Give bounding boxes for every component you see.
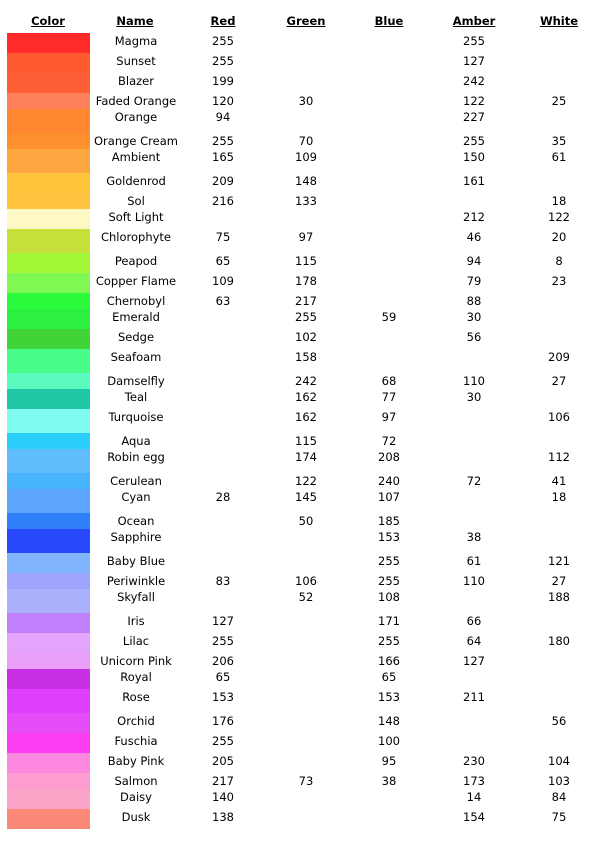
cell-blue: 68 bbox=[381, 374, 397, 388]
cell-white: 209 bbox=[548, 350, 570, 364]
cell-blue: 153 bbox=[378, 690, 400, 704]
cell-green: 133 bbox=[295, 194, 317, 208]
cell-name: Faded Orange bbox=[95, 94, 177, 108]
header-color[interactable]: Color bbox=[31, 14, 65, 28]
color-swatch bbox=[7, 449, 90, 473]
cell-red: 255 bbox=[212, 734, 234, 748]
header-red[interactable]: Red bbox=[210, 14, 236, 28]
cell-blue: 208 bbox=[378, 450, 400, 464]
cell-white: 8 bbox=[555, 254, 563, 268]
color-swatch bbox=[7, 529, 90, 553]
cell-red: 255 bbox=[212, 134, 234, 148]
cell-blue: 185 bbox=[378, 514, 400, 528]
cell-amber: 110 bbox=[463, 574, 485, 588]
cell-green: 178 bbox=[295, 274, 317, 288]
header-white[interactable]: White bbox=[539, 14, 579, 28]
cell-red: 255 bbox=[212, 54, 234, 68]
cell-amber: 255 bbox=[463, 134, 485, 148]
cell-blue: 59 bbox=[381, 310, 397, 324]
color-swatch bbox=[7, 513, 90, 529]
cell-name: Ambient bbox=[111, 150, 161, 164]
color-swatch bbox=[7, 329, 90, 349]
color-swatch bbox=[7, 389, 90, 409]
cell-blue: 38 bbox=[381, 774, 397, 788]
cell-white: 122 bbox=[548, 210, 570, 224]
cell-red: 65 bbox=[215, 254, 231, 268]
cell-white: 56 bbox=[551, 714, 567, 728]
cell-red: 216 bbox=[212, 194, 234, 208]
cell-green: 145 bbox=[295, 490, 317, 504]
cell-amber: 30 bbox=[466, 310, 482, 324]
cell-green: 52 bbox=[298, 590, 314, 604]
cell-red: 165 bbox=[212, 150, 234, 164]
color-swatch bbox=[7, 293, 90, 309]
cell-amber: 110 bbox=[463, 374, 485, 388]
cell-green: 109 bbox=[295, 150, 317, 164]
color-swatch bbox=[7, 433, 90, 449]
cell-name: Unicorn Pink bbox=[100, 654, 172, 668]
color-swatch bbox=[7, 553, 90, 573]
cell-red: 109 bbox=[212, 274, 234, 288]
cell-white: 23 bbox=[551, 274, 567, 288]
cell-name: Emerald bbox=[112, 310, 160, 324]
color-swatch bbox=[7, 109, 90, 133]
cell-name: Sapphire bbox=[110, 530, 162, 544]
cell-name: Soft Light bbox=[108, 210, 164, 224]
cell-name: Rose bbox=[122, 690, 150, 704]
cell-amber: 66 bbox=[466, 614, 482, 628]
cell-red: 255 bbox=[212, 34, 234, 48]
cell-amber: 242 bbox=[463, 74, 485, 88]
color-swatch bbox=[7, 473, 90, 489]
cell-red: 28 bbox=[215, 490, 231, 504]
cell-red: 255 bbox=[212, 634, 234, 648]
cell-green: 122 bbox=[295, 474, 317, 488]
cell-amber: 173 bbox=[463, 774, 485, 788]
cell-green: 97 bbox=[298, 230, 314, 244]
cell-white: 18 bbox=[551, 194, 567, 208]
cell-amber: 122 bbox=[463, 94, 485, 108]
cell-red: 65 bbox=[215, 670, 231, 684]
cell-red: 153 bbox=[212, 690, 234, 704]
cell-amber: 154 bbox=[463, 810, 485, 824]
color-swatch bbox=[7, 149, 90, 173]
cell-green: 115 bbox=[295, 434, 317, 448]
cell-red: 199 bbox=[212, 74, 234, 88]
cell-amber: 46 bbox=[466, 230, 482, 244]
cell-amber: 212 bbox=[463, 210, 485, 224]
cell-name: Cerulean bbox=[110, 474, 162, 488]
cell-name: Skyfall bbox=[117, 590, 155, 604]
cell-red: 94 bbox=[215, 110, 231, 124]
cell-amber: 38 bbox=[466, 530, 482, 544]
cell-blue: 171 bbox=[378, 614, 400, 628]
cell-name: Damselfly bbox=[107, 374, 165, 388]
cell-name: Sunset bbox=[116, 54, 156, 68]
color-swatch bbox=[7, 633, 90, 653]
cell-white: 20 bbox=[551, 230, 567, 244]
cell-name: Goldenrod bbox=[106, 174, 166, 188]
color-swatch bbox=[7, 73, 90, 93]
cell-green: 174 bbox=[295, 450, 317, 464]
color-swatch bbox=[7, 229, 90, 253]
cell-name: Sol bbox=[127, 194, 145, 208]
cell-amber: 14 bbox=[466, 790, 482, 804]
color-swatch bbox=[7, 789, 90, 809]
cell-blue: 108 bbox=[378, 590, 400, 604]
cell-name: Royal bbox=[120, 670, 152, 684]
color-swatch bbox=[7, 773, 90, 789]
cell-name: Chernobyl bbox=[106, 294, 166, 308]
cell-blue: 77 bbox=[381, 390, 397, 404]
cell-name: Robin egg bbox=[107, 450, 165, 464]
cell-green: 73 bbox=[298, 774, 314, 788]
cell-green: 162 bbox=[295, 390, 317, 404]
cell-white: 27 bbox=[551, 574, 567, 588]
cell-name: Magma bbox=[114, 34, 158, 48]
color-swatch bbox=[7, 33, 90, 53]
cell-green: 158 bbox=[295, 350, 317, 364]
cell-blue: 240 bbox=[378, 474, 400, 488]
cell-blue: 166 bbox=[378, 654, 400, 668]
cell-name: Periwinkle bbox=[106, 574, 166, 588]
cell-name: Seafoam bbox=[110, 350, 162, 364]
cell-white: 41 bbox=[551, 474, 567, 488]
cell-name: Lilac bbox=[122, 634, 150, 648]
color-swatch bbox=[7, 133, 90, 149]
cell-amber: 64 bbox=[466, 634, 482, 648]
cell-name: Cyan bbox=[121, 490, 151, 504]
cell-green: 255 bbox=[295, 310, 317, 324]
cell-blue: 97 bbox=[381, 410, 397, 424]
color-swatch bbox=[7, 713, 90, 733]
header-amber[interactable]: Amber bbox=[452, 14, 496, 28]
cell-red: 140 bbox=[212, 790, 234, 804]
color-swatch bbox=[7, 489, 90, 513]
cell-amber: 30 bbox=[466, 390, 482, 404]
cell-name: Fuschia bbox=[114, 734, 158, 748]
cell-amber: 127 bbox=[463, 654, 485, 668]
color-swatch bbox=[7, 809, 90, 829]
color-swatch bbox=[7, 689, 90, 713]
cell-name: Turquoise bbox=[108, 410, 164, 424]
header-name[interactable]: Name bbox=[116, 14, 154, 28]
cell-blue: 100 bbox=[378, 734, 400, 748]
cell-red: 176 bbox=[212, 714, 234, 728]
cell-red: 206 bbox=[212, 654, 234, 668]
cell-name: Salmon bbox=[114, 774, 158, 788]
cell-name: Iris bbox=[127, 614, 145, 628]
cell-green: 30 bbox=[298, 94, 314, 108]
cell-blue: 72 bbox=[381, 434, 397, 448]
color-swatch bbox=[7, 753, 90, 773]
cell-white: 61 bbox=[551, 150, 567, 164]
cell-red: 63 bbox=[215, 294, 231, 308]
color-swatch bbox=[7, 173, 90, 193]
cell-amber: 230 bbox=[463, 754, 485, 768]
cell-name: Daisy bbox=[120, 790, 152, 804]
cell-name: Copper Flame bbox=[95, 274, 177, 288]
cell-white: 104 bbox=[548, 754, 570, 768]
color-swatch bbox=[7, 309, 90, 329]
cell-red: 205 bbox=[212, 754, 234, 768]
cell-red: 209 bbox=[212, 174, 234, 188]
cell-blue: 107 bbox=[378, 490, 400, 504]
color-swatch bbox=[7, 193, 90, 209]
color-swatch bbox=[7, 669, 90, 689]
cell-amber: 94 bbox=[466, 254, 482, 268]
cell-name: Orange Cream bbox=[94, 134, 178, 148]
cell-name: Baby Pink bbox=[107, 754, 165, 768]
cell-green: 242 bbox=[295, 374, 317, 388]
cell-name: Ocean bbox=[117, 514, 155, 528]
cell-amber: 227 bbox=[463, 110, 485, 124]
cell-green: 70 bbox=[298, 134, 314, 148]
cell-blue: 65 bbox=[381, 670, 397, 684]
cell-white: 84 bbox=[551, 790, 567, 804]
cell-amber: 88 bbox=[466, 294, 482, 308]
cell-green: 217 bbox=[295, 294, 317, 308]
cell-white: 35 bbox=[551, 134, 567, 148]
cell-amber: 161 bbox=[463, 174, 485, 188]
color-swatch bbox=[7, 613, 90, 633]
cell-white: 180 bbox=[548, 634, 570, 648]
cell-name: Orange bbox=[114, 110, 158, 124]
cell-white: 27 bbox=[551, 374, 567, 388]
color-swatch bbox=[7, 253, 90, 273]
cell-name: Peapod bbox=[114, 254, 158, 268]
cell-red: 127 bbox=[212, 614, 234, 628]
cell-white: 106 bbox=[548, 410, 570, 424]
cell-red: 138 bbox=[212, 810, 234, 824]
cell-white: 188 bbox=[548, 590, 570, 604]
cell-green: 106 bbox=[295, 574, 317, 588]
color-swatch bbox=[7, 409, 90, 433]
color-swatch bbox=[7, 733, 90, 753]
cell-amber: 61 bbox=[466, 554, 482, 568]
color-swatch bbox=[7, 349, 90, 373]
cell-white: 121 bbox=[548, 554, 570, 568]
cell-blue: 95 bbox=[381, 754, 397, 768]
color-swatch bbox=[7, 209, 90, 229]
cell-name: Chlorophyte bbox=[100, 230, 172, 244]
cell-amber: 150 bbox=[463, 150, 485, 164]
cell-name: Orchid bbox=[117, 714, 155, 728]
cell-blue: 255 bbox=[378, 554, 400, 568]
color-swatch bbox=[7, 573, 90, 589]
cell-white: 103 bbox=[548, 774, 570, 788]
cell-amber: 72 bbox=[466, 474, 482, 488]
color-swatch bbox=[7, 273, 90, 293]
cell-name: Blazer bbox=[118, 74, 154, 88]
cell-blue: 153 bbox=[378, 530, 400, 544]
cell-red: 75 bbox=[215, 230, 231, 244]
color-swatch bbox=[7, 653, 90, 669]
cell-blue: 255 bbox=[378, 574, 400, 588]
cell-green: 50 bbox=[298, 514, 314, 528]
cell-amber: 79 bbox=[466, 274, 482, 288]
cell-green: 148 bbox=[295, 174, 317, 188]
cell-blue: 255 bbox=[378, 634, 400, 648]
color-swatch bbox=[7, 589, 90, 613]
cell-red: 83 bbox=[215, 574, 231, 588]
cell-white: 25 bbox=[551, 94, 567, 108]
color-swatch bbox=[7, 93, 90, 109]
color-swatch bbox=[7, 53, 90, 73]
cell-white: 75 bbox=[551, 810, 567, 824]
cell-green: 115 bbox=[295, 254, 317, 268]
color-swatch bbox=[7, 373, 90, 389]
cell-name: Dusk bbox=[121, 810, 151, 824]
cell-red: 217 bbox=[212, 774, 234, 788]
cell-white: 112 bbox=[548, 450, 570, 464]
cell-green: 102 bbox=[295, 330, 317, 344]
cell-amber: 255 bbox=[463, 34, 485, 48]
header-blue[interactable]: Blue bbox=[374, 14, 404, 28]
cell-red: 120 bbox=[212, 94, 234, 108]
cell-name: Teal bbox=[124, 390, 148, 404]
cell-green: 162 bbox=[295, 410, 317, 424]
cell-name: Sedge bbox=[117, 330, 155, 344]
cell-name: Aqua bbox=[121, 434, 151, 448]
cell-amber: 127 bbox=[463, 54, 485, 68]
cell-amber: 56 bbox=[466, 330, 482, 344]
cell-amber: 211 bbox=[463, 690, 485, 704]
cell-blue: 148 bbox=[378, 714, 400, 728]
cell-name: Baby Blue bbox=[106, 554, 166, 568]
header-green[interactable]: Green bbox=[286, 14, 326, 28]
cell-white: 18 bbox=[551, 490, 567, 504]
